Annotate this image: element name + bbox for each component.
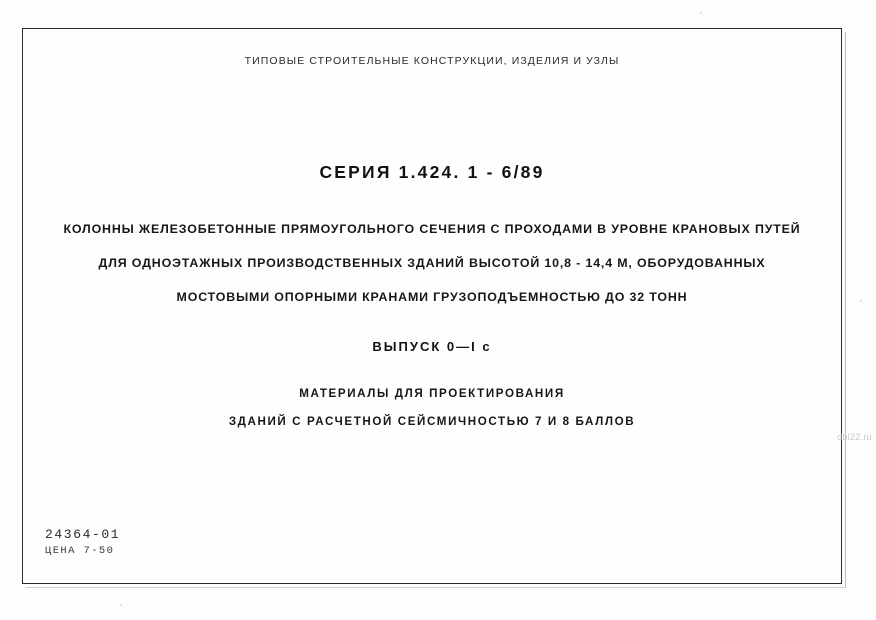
subject-line-1: МАТЕРИАЛЫ ДЛЯ ПРОЕКТИРОВАНИЯ: [299, 387, 565, 400]
document-price: ЦЕНА 7-50: [45, 545, 115, 557]
description-block: [23, 222, 841, 324]
watermark-text: dbl22.ru: [837, 432, 872, 442]
description-line-2: ДЛЯ ОДНОЭТАЖНЫХ ПРОИЗВОДСТВЕННЫХ ЗДАНИЙ ВЫСОТОЙ 10,8 - 14,4 М, ОБОРУДОВАННЫХ: [98, 256, 766, 270]
scan-speckle: [860, 300, 862, 302]
description-line-1: КОЛОННЫ ЖЕЛЕЗОБЕТОННЫЕ ПРЯМОУГОЛЬНОГО СЕЧЕНИЯ С ПРОХОДАМИ В УРОВНЕ КРАНОВЫХ ПУТЕЙ: [63, 222, 801, 236]
subject-block: [23, 387, 841, 443]
page-frame: [22, 28, 842, 584]
description-line-3: МОСТОВЫМИ ОПОРНЫМИ КРАНАМИ ГРУЗОПОДЪЕМНОСТЬЮ ДО 32 ТОНН: [176, 290, 688, 304]
series-title: СЕРИЯ 1.424. 1 - 6/89: [319, 162, 545, 182]
document-code-number: 24364-01: [45, 527, 121, 542]
subject-line-2: ЗДАНИЙ С РАСЧЕТНОЙ СЕЙСМИЧНОСТЬЮ 7 И 8 БАЛЛОВ: [228, 415, 636, 428]
scan-speckle: [120, 604, 122, 606]
scan-speckle: [700, 12, 702, 14]
document-code-block: [45, 527, 120, 557]
issue-number: ВЫПУСК 0—I с: [372, 339, 492, 354]
document-header-line: ТИПОВЫЕ СТРОИТЕЛЬНЫЕ КОНСТРУКЦИИ, ИЗДЕЛИЯ И УЗЛЫ: [244, 55, 620, 67]
